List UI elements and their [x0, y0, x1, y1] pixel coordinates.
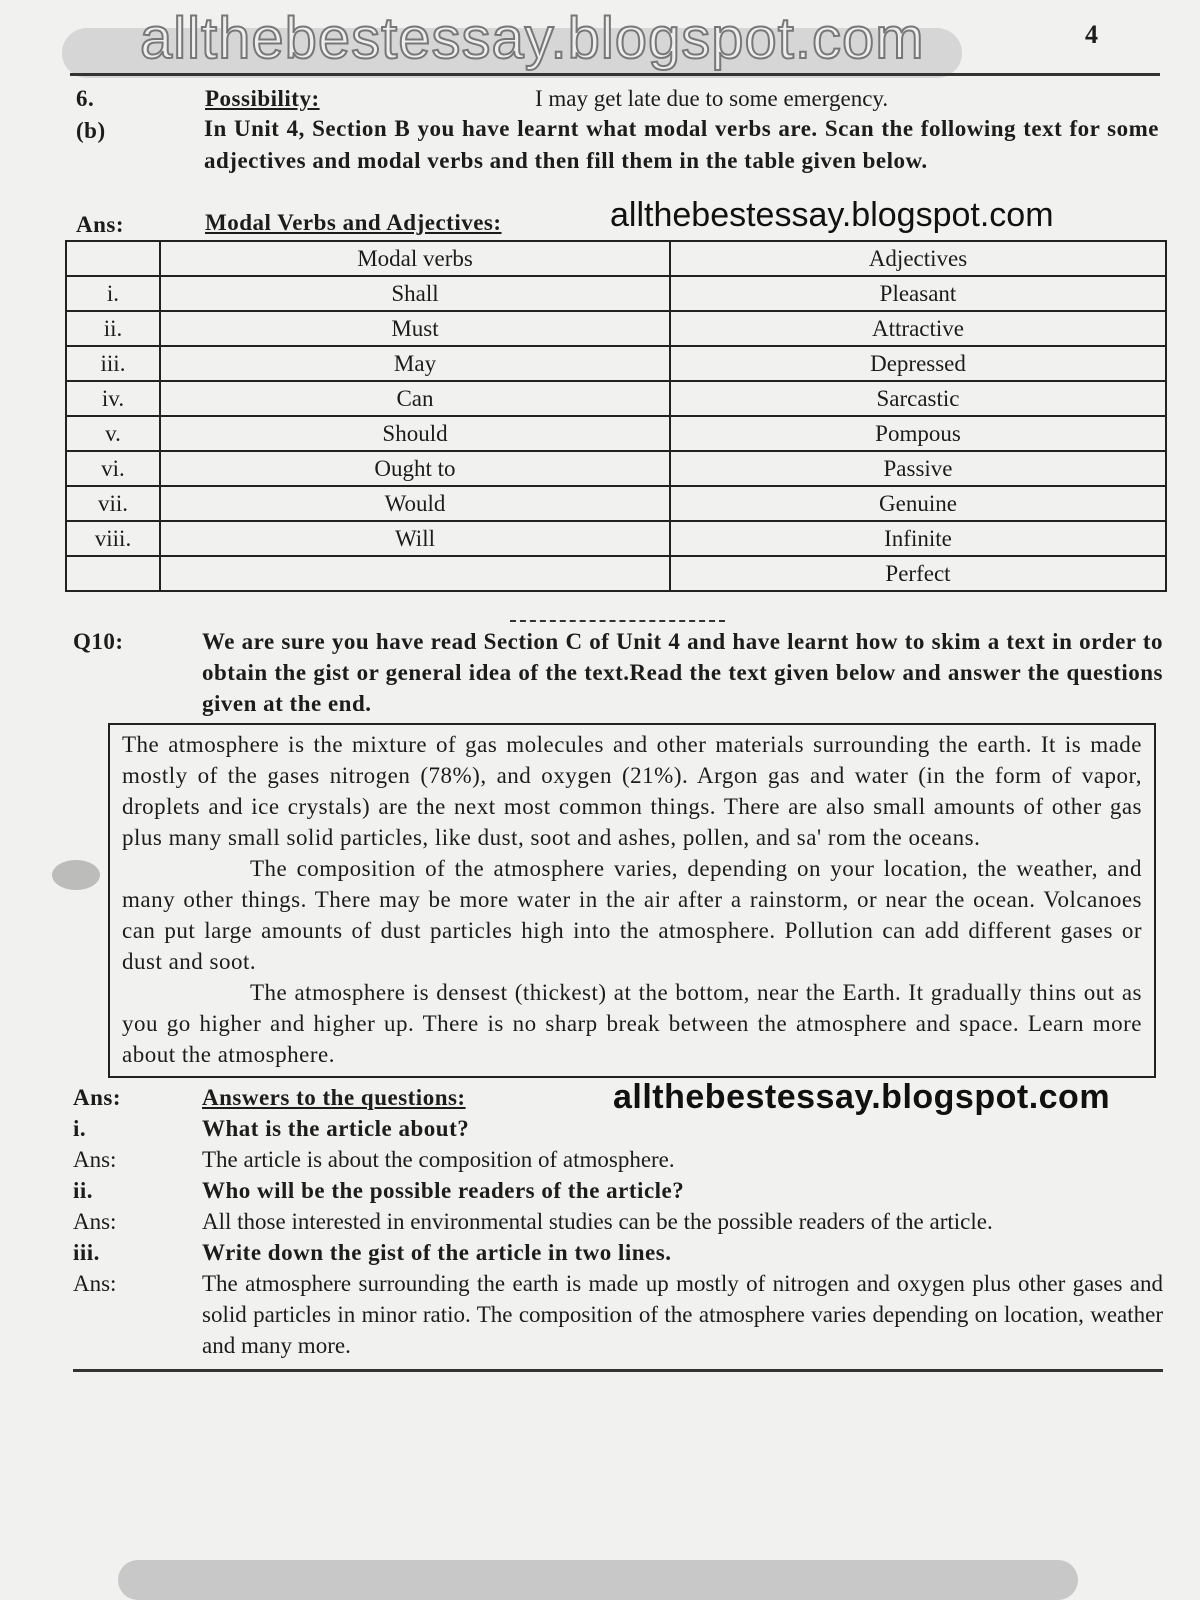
part-prompt: In Unit 4, Section B you have learnt what modal verbs are. Scan the following text for some adjectives and modal verbs and then fill them in the table given below. [204, 116, 1159, 173]
watermark-top: allthebestessay.blogspot.com [140, 6, 925, 71]
table-row [66, 416, 1166, 451]
modal-verb: Should [160, 416, 670, 451]
row-number: vi. [66, 451, 160, 486]
question-row [73, 1175, 1163, 1206]
table-row [66, 451, 1166, 486]
adjective: Genuine [670, 486, 1166, 521]
page-number: 4 [1085, 20, 1098, 49]
part-label: (b) [76, 118, 106, 143]
modal-verb: Can [160, 381, 670, 416]
answer-text: All those interested in environmental studies can be the possible readers of the article. [202, 1209, 993, 1234]
row-number [66, 556, 160, 591]
adjective: Passive [670, 451, 1166, 486]
table-row [66, 556, 1166, 591]
item-text: I may get late due to some emergency. [535, 86, 889, 111]
answer-row [73, 1268, 1163, 1361]
question-text: Who will be the possible readers of the article? [202, 1178, 685, 1203]
question-header [73, 626, 1163, 719]
answers-heading: Answers to the questions: [202, 1085, 466, 1110]
watermark-lower: allthebestessay.blogspot.com [613, 1078, 1111, 1116]
passage-paragraph: The atmosphere is the mixture of gas molecules and other materials surrounding the earth. It is made mostly of the gases nitrogen (78%), and oxygen (21%). Argon gas and water (in the form of vapor, droplets and ice crystals) are the next most common things. There are also small amounts of other gas plus many small solid particles, like dust, soot and ashes, pollen, and sa' rom the oceans. [122, 732, 1142, 850]
modal-verb: Will [160, 521, 670, 556]
ans-label: Ans: [73, 1271, 117, 1296]
watermark-mid: allthebestessay.blogspot.com [610, 196, 1054, 234]
row-number: iv. [66, 381, 160, 416]
answer-row [73, 1144, 1163, 1175]
adjective: Sarcastic [670, 381, 1166, 416]
modal-verb: Ought to [160, 451, 670, 486]
table-header-row [66, 241, 1166, 276]
adjective: Perfect [670, 556, 1166, 591]
adjective: Pleasant [670, 276, 1166, 311]
adjective: Attractive [670, 311, 1166, 346]
table-row [66, 486, 1166, 521]
item-number: 6. [76, 86, 95, 111]
answers-header [73, 1078, 1163, 1116]
adjective: Infinite [670, 521, 1166, 556]
answer-text: The article is about the composition of atmosphere. [202, 1147, 675, 1172]
header-cell: Adjectives [670, 241, 1166, 276]
row-number: iii. [66, 346, 160, 381]
passage-paragraph: The composition of the atmosphere varies, depending on your location, the weather, and many other things. There may be more water in the air after a rainstorm, or near the ocean. Volcanoes can put large amounts of dust particles high into the atmosphere. Pollution can add different gases or dust and soot. [122, 856, 1142, 974]
modal-verb: Must [160, 311, 670, 346]
modal-verb: Shall [160, 276, 670, 311]
table-heading: Modal Verbs and Adjectives: [205, 210, 502, 235]
question-label: Q10: [73, 629, 124, 654]
row-number: v. [66, 416, 160, 451]
table-row [66, 276, 1166, 311]
ans-label: Ans: [76, 212, 125, 237]
question-number: ii. [73, 1178, 94, 1203]
table-row [66, 346, 1166, 381]
header-cell [66, 241, 160, 276]
item-label: Possibility: [205, 86, 320, 111]
bottom-rule [73, 1369, 1163, 1372]
question-text: What is the article about? [202, 1116, 470, 1141]
modal-verb [160, 556, 670, 591]
question-prompt: We are sure you have read Section C of Unit 4 and have learnt how to skim a text in order to obtain the gist or general idea of the text.Read the text given below and answer the questions given at the end. [202, 629, 1163, 716]
header-cell: Modal verbs [160, 241, 670, 276]
question-number: iii. [73, 1240, 100, 1265]
adjective: Depressed [670, 346, 1166, 381]
question-row [73, 1113, 1163, 1144]
row-number: viii. [66, 521, 160, 556]
row-number: i. [66, 276, 160, 311]
modal-verb: Would [160, 486, 670, 521]
question-row [73, 1237, 1163, 1268]
row-number: vii. [66, 486, 160, 521]
question-text: Write down the gist of the article in two lines. [202, 1240, 672, 1265]
ans-label: Ans: [73, 1147, 117, 1172]
top-rule [70, 73, 1160, 76]
passage-paragraph: The atmosphere is densest (thickest) at the bottom, near the Earth. It gradually thins out as you go higher and higher up. There is no sharp break between the atmosphere and space. Learn more about the atmosphere. [122, 980, 1142, 1067]
table-row [66, 381, 1166, 416]
adjective: Pompous [670, 416, 1166, 451]
reading-passage [108, 723, 1156, 1078]
question-section [73, 626, 1163, 1372]
modal-adjective-table [65, 240, 1167, 592]
table-row [66, 521, 1166, 556]
row-number: ii. [66, 311, 160, 346]
answer-row [73, 1206, 1163, 1237]
ans-label: Ans: [73, 1085, 122, 1110]
ans-label: Ans: [73, 1209, 117, 1234]
modal-verb: May [160, 346, 670, 381]
question-number: i. [73, 1116, 87, 1141]
separator [510, 620, 725, 622]
watermark-band-bottom [118, 1560, 1078, 1600]
table-row [66, 311, 1166, 346]
answer-text: The atmosphere surrounding the earth is made up mostly of nitrogen and oxygen plus other gases and solid particles in minor ratio. The composition of the atmosphere varies depending on location, weather and many more. [202, 1271, 1163, 1358]
